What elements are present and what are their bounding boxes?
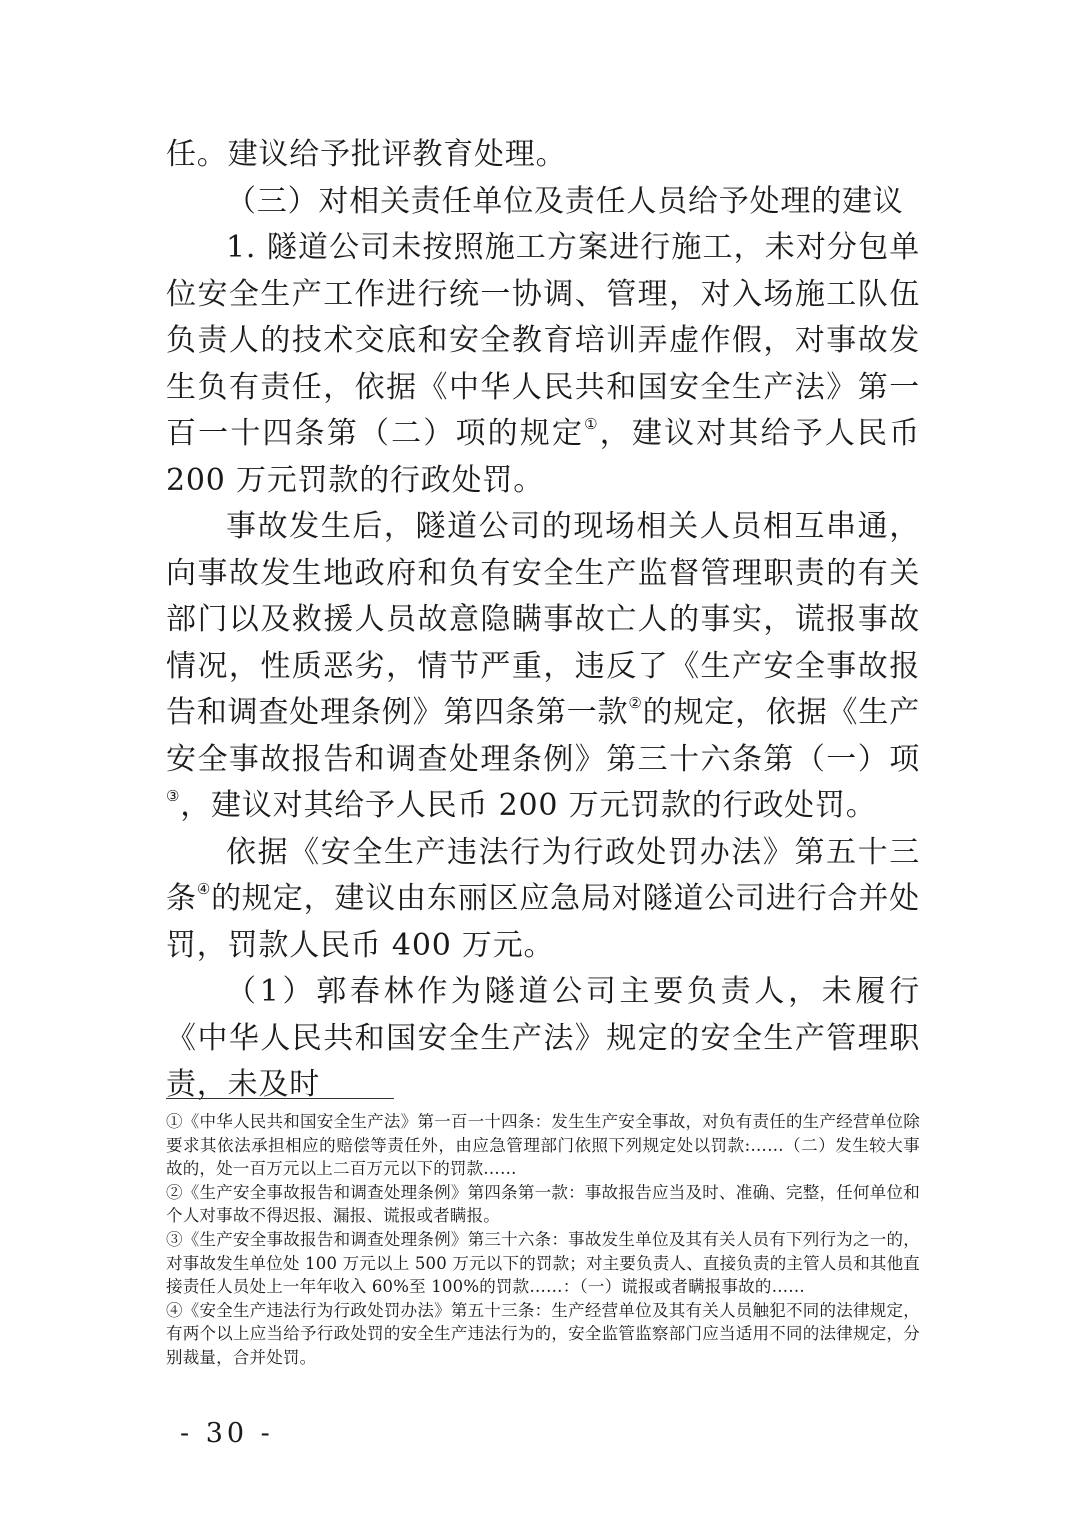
footnotes — [166, 1110, 920, 1370]
footnote-ref-1: ① — [584, 415, 600, 433]
paragraph-continuation: 任。建议给予批评教育处理。 — [166, 137, 567, 172]
footnote-ref-2: ② — [628, 694, 643, 712]
footnote-divider — [166, 1098, 394, 1099]
body-text — [166, 132, 920, 1109]
footnote-1: ①《中华人民共和国安全生产法》第一百一十四条：发生生产安全事故，对负有责任的生产经营单位除要求其依法承担相应的赔偿等责任外，由应急管理部门依照下列规定处以罚款:……（二）发生较大事故的，处一百万元以上二百万元以下的罚款…… — [166, 1112, 920, 1179]
footnote-ref-4: ④ — [196, 880, 212, 898]
page-number: - 30 - — [180, 1418, 274, 1449]
footnote-ref-3: ③ — [166, 787, 181, 805]
section-heading: （三）对相关责任单位及责任人员给予处理的建议 — [226, 183, 904, 219]
paragraph-2: 事故发生后，隧道公司的现场相关人员相互串通，向事故发生地政府和负有安全生产监督管理职责的有关部门以及救援人员故意隐瞒事故亡人的事实，谎报事故情况，性质恶劣，情节严重，违反了《生产安全事故报告和调查处理条例》第四条第一款②的规定，依据《生产安全事故报告和调查处理条例》第三十六条第（一）项③，建议对其给予人民币 200 万元罚款的行政处罚。 — [166, 509, 921, 823]
paragraph-1: 1. 隧道公司未按照施工方案进行施工，未对分包单位安全生产工作进行统一协调、管理，对入场施工队伍负责人的技术交底和安全教育培训弄虚作假，对事故发生负有责任，依据《中华人民共和国安全生产法》第一百一十四条第（二）项的规定①，建议对其给予人民币 200 万元罚款的行政处罚。 — [166, 230, 921, 498]
paragraph-4: （1）郭春林作为隧道公司主要负责人，未履行《中华人民共和国安全生产法》规定的安全生产管理职责，未及时 — [166, 974, 920, 1102]
paragraph-3: 依据《安全生产违法行为行政处罚办法》第五十三条④的规定，建议由东丽区应急局对隧道公司进行合并处罚，罚款人民币 400 万元。 — [166, 834, 920, 963]
footnote-4: ④《安全生产违法行为行政处罚办法》第五十三条：生产经营单位及其有关人员触犯不同的法律规定，有两个以上应当给予行政处罚的安全生产违法行为的，安全监管监察部门应当适用不同的法律规定，分别裁量，合并处罚。 — [166, 1300, 920, 1367]
footnote-2: ②《生产安全事故报告和调查处理条例》第四条第一款：事故报告应当及时、准确、完整，任何单位和个人对事故不得迟报、漏报、谎报或者瞒报。 — [166, 1182, 920, 1226]
footnote-3: ③《生产安全事故报告和调查处理条例》第三十六条：事故发生单位及其有关人员有下列行为之一的，对事故发生单位处 100 万元以上 500 万元以下的罚款；对主要负责人、直接负责的主管人员和其他直接责任人员处上一年年收入 60%至 100%的罚款……：（一）谎报或者瞒报事故的…… — [166, 1229, 920, 1297]
